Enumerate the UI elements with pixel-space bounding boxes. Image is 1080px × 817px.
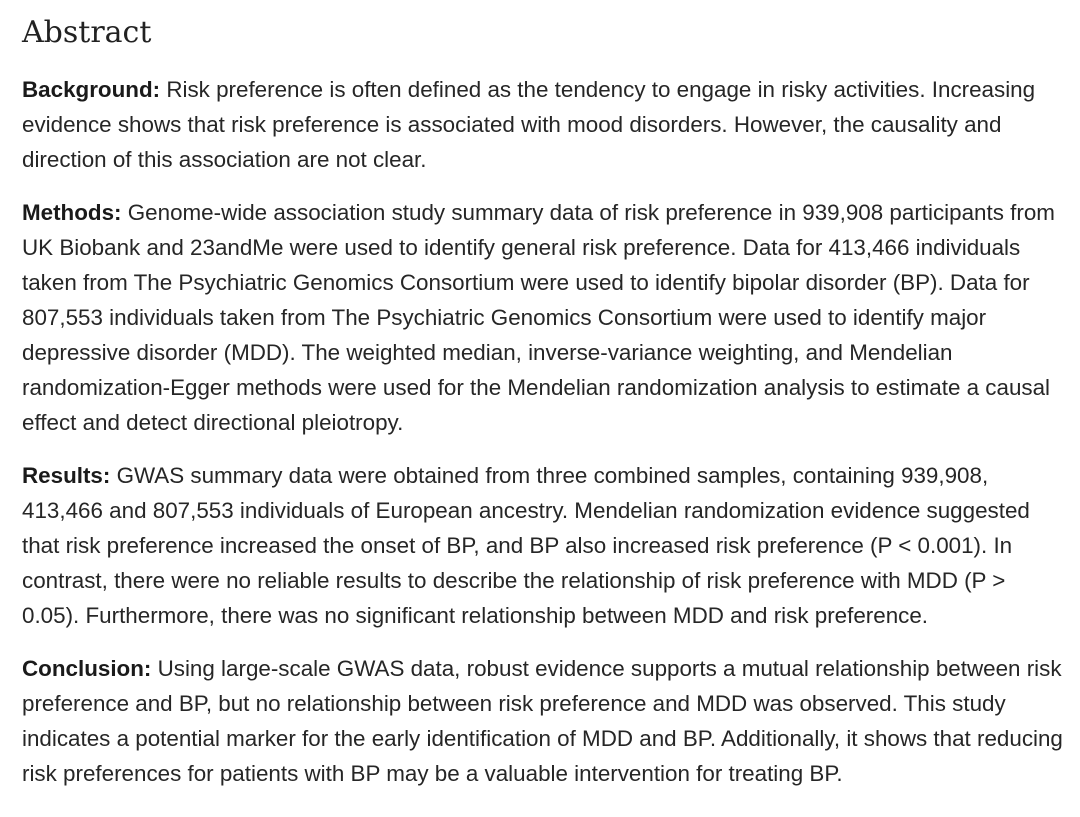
results-label: Results:: [22, 463, 111, 488]
background-text: Risk preference is often defined as the tendency to engage in risky activities. Increasing evidence shows that risk preference is associated with mood disorders. However, the causality and direction of this association are not clear.: [22, 77, 1036, 172]
background-section: [22, 72, 1068, 177]
abstract-container: [22, 14, 1068, 809]
methods-label: Methods:: [22, 200, 122, 225]
conclusion-label: Conclusion:: [22, 656, 152, 681]
conclusion-text: Using large-scale GWAS data, robust evidence supports a mutual relationship between risk preference and BP, but no relationship between risk preference and MDD was observed. This study indicates a potential marker for the early identification of MDD and BP. Additionally, it shows that reducing risk preferences for patients with BP may be a valuable intervention for treating BP.: [22, 656, 1063, 786]
background-label: Background:: [22, 77, 161, 102]
methods-section: [22, 195, 1068, 440]
abstract-heading: Abstract: [22, 15, 152, 50]
results-text: GWAS summary data were obtained from three combined samples, containing 939,908, 413,466 and 807,553 individuals of European ancestry. Mendelian randomization evidence suggested that risk preference increased the onset of BP, and BP also increased risk preference (P < 0.001). In contrast, there were no reliable results to describe the relationship of risk preference with MDD (P > 0.05). Furthermore, there was no significant relationship between MDD and risk preference.: [22, 463, 1030, 628]
results-section: [22, 458, 1068, 633]
methods-text: Genome-wide association study summary data of risk preference in 939,908 participants from UK Biobank and 23andMe were used to identify general risk preference. Data for 413,466 individuals taken from The Psychiatric Genomics Consortium were used to identify bipolar disorder (BP). Data for 807,553 individuals taken from The Psychiatric Genomics Consortium were used to identify major depressive disorder (MDD). The weighted median, inverse-variance weighting, and Mendelian randomization-Egger methods were used for the Mendelian randomization analysis to estimate a causal effect and detect directional pleiotropy.: [22, 200, 1055, 435]
conclusion-section: [22, 651, 1068, 791]
